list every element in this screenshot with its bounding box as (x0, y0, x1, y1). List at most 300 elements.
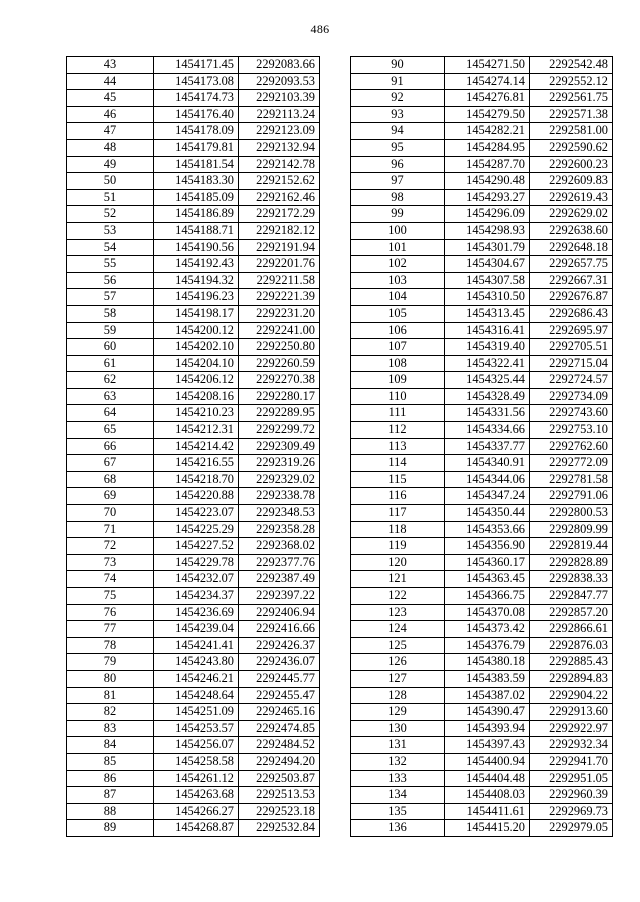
table-row (351, 90, 613, 107)
table-row (67, 222, 320, 239)
table-row (351, 588, 613, 605)
point-number-cell: 76 (67, 604, 154, 621)
x-coordinate-cell: 1454227.52 (154, 538, 239, 555)
table-row (351, 753, 613, 770)
point-number-cell: 74 (67, 571, 154, 588)
point-number-cell: 75 (67, 588, 154, 605)
table-row (351, 687, 613, 704)
x-coordinate-cell: 1454246.21 (154, 670, 239, 687)
x-coordinate-cell: 1454185.09 (154, 189, 239, 206)
table-row (67, 687, 320, 704)
x-coordinate-cell: 1454370.08 (445, 604, 530, 621)
y-coordinate-cell: 2292619.43 (530, 189, 613, 206)
y-coordinate-cell: 2292762.60 (530, 438, 613, 455)
y-coordinate-cell: 2292876.03 (530, 637, 613, 654)
point-number-cell: 124 (351, 621, 445, 638)
x-coordinate-cell: 1454171.45 (154, 57, 239, 74)
point-number-cell: 94 (351, 123, 445, 140)
x-coordinate-cell: 1454360.17 (445, 554, 530, 571)
y-coordinate-cell: 2292904.22 (530, 687, 613, 704)
table-row (351, 554, 613, 571)
x-coordinate-cell: 1454350.44 (445, 505, 530, 522)
x-coordinate-cell: 1454178.09 (154, 123, 239, 140)
table-row (67, 322, 320, 339)
x-coordinate-cell: 1454313.45 (445, 305, 530, 322)
x-coordinate-cell: 1454293.27 (445, 189, 530, 206)
point-number-cell: 109 (351, 372, 445, 389)
y-coordinate-cell: 2292436.07 (239, 654, 320, 671)
x-coordinate-cell: 1454248.64 (154, 687, 239, 704)
table-row (67, 820, 320, 837)
y-coordinate-cell: 2292800.53 (530, 505, 613, 522)
table-row (67, 106, 320, 123)
x-coordinate-cell: 1454268.87 (154, 820, 239, 837)
point-number-cell: 58 (67, 305, 154, 322)
y-coordinate-cell: 2292542.48 (530, 57, 613, 74)
y-coordinate-cell: 2292581.00 (530, 123, 613, 140)
y-coordinate-cell: 2292329.02 (239, 471, 320, 488)
x-coordinate-cell: 1454188.71 (154, 222, 239, 239)
table-row (351, 820, 613, 837)
table-row (67, 621, 320, 638)
point-number-cell: 77 (67, 621, 154, 638)
point-number-cell: 115 (351, 471, 445, 488)
y-coordinate-cell: 2292979.05 (530, 820, 613, 837)
x-coordinate-cell: 1454301.79 (445, 239, 530, 256)
y-coordinate-cell: 2292667.31 (530, 272, 613, 289)
point-number-cell: 104 (351, 289, 445, 306)
point-number-cell: 133 (351, 770, 445, 787)
point-number-cell: 107 (351, 339, 445, 356)
point-number-cell: 105 (351, 305, 445, 322)
y-coordinate-cell: 2292791.06 (530, 488, 613, 505)
table-row (67, 339, 320, 356)
y-coordinate-cell: 2292676.87 (530, 289, 613, 306)
table-row (67, 139, 320, 156)
x-coordinate-cell: 1454328.49 (445, 388, 530, 405)
point-number-cell: 125 (351, 637, 445, 654)
point-number-cell: 44 (67, 73, 154, 90)
table-row (351, 438, 613, 455)
x-coordinate-cell: 1454261.12 (154, 770, 239, 787)
point-number-cell: 116 (351, 488, 445, 505)
table-row (67, 405, 320, 422)
y-coordinate-cell: 2292609.83 (530, 173, 613, 190)
y-coordinate-cell: 2292724.57 (530, 372, 613, 389)
y-coordinate-cell: 2292260.59 (239, 355, 320, 372)
table-row (67, 604, 320, 621)
point-number-cell: 129 (351, 704, 445, 721)
y-coordinate-cell: 2292387.49 (239, 571, 320, 588)
point-number-cell: 91 (351, 73, 445, 90)
point-number-cell: 65 (67, 422, 154, 439)
table-row (351, 488, 613, 505)
y-coordinate-cell: 2292241.00 (239, 322, 320, 339)
table-row (67, 637, 320, 654)
point-number-cell: 111 (351, 405, 445, 422)
y-coordinate-cell: 2292629.02 (530, 206, 613, 223)
y-coordinate-cell: 2292715.04 (530, 355, 613, 372)
y-coordinate-cell: 2292289.95 (239, 405, 320, 422)
x-coordinate-cell: 1454194.32 (154, 272, 239, 289)
table-row (351, 256, 613, 273)
y-coordinate-cell: 2292857.20 (530, 604, 613, 621)
y-coordinate-cell: 2292358.28 (239, 521, 320, 538)
y-coordinate-cell: 2292819.44 (530, 538, 613, 555)
x-coordinate-cell: 1454376.79 (445, 637, 530, 654)
y-coordinate-cell: 2292348.53 (239, 505, 320, 522)
point-number-cell: 67 (67, 455, 154, 472)
x-coordinate-cell: 1454353.66 (445, 521, 530, 538)
y-coordinate-cell: 2292368.02 (239, 538, 320, 555)
table-row (67, 90, 320, 107)
table-row (351, 289, 613, 306)
y-coordinate-cell: 2292960.39 (530, 787, 613, 804)
table-row (67, 455, 320, 472)
point-number-cell: 96 (351, 156, 445, 173)
point-number-cell: 66 (67, 438, 154, 455)
point-number-cell: 72 (67, 538, 154, 555)
point-number-cell: 131 (351, 737, 445, 754)
y-coordinate-cell: 2292250.80 (239, 339, 320, 356)
table-row (351, 355, 613, 372)
y-coordinate-cell: 2292894.83 (530, 670, 613, 687)
point-number-cell: 86 (67, 770, 154, 787)
x-coordinate-cell: 1454200.12 (154, 322, 239, 339)
x-coordinate-cell: 1454214.42 (154, 438, 239, 455)
x-coordinate-cell: 1454173.08 (154, 73, 239, 90)
x-coordinate-cell: 1454232.07 (154, 571, 239, 588)
x-coordinate-cell: 1454322.41 (445, 355, 530, 372)
x-coordinate-cell: 1454179.81 (154, 139, 239, 156)
point-number-cell: 61 (67, 355, 154, 372)
x-coordinate-cell: 1454241.41 (154, 637, 239, 654)
table-row (351, 73, 613, 90)
table-row (351, 322, 613, 339)
x-coordinate-cell: 1454190.56 (154, 239, 239, 256)
y-coordinate-cell: 2292686.43 (530, 305, 613, 322)
y-coordinate-cell: 2292093.53 (239, 73, 320, 90)
y-coordinate-cell: 2292103.39 (239, 90, 320, 107)
point-number-cell: 123 (351, 604, 445, 621)
table-row (67, 256, 320, 273)
point-number-cell: 68 (67, 471, 154, 488)
x-coordinate-cell: 1454383.59 (445, 670, 530, 687)
point-number-cell: 80 (67, 670, 154, 687)
table-row (351, 388, 613, 405)
y-coordinate-cell: 2292734.09 (530, 388, 613, 405)
table-row (67, 753, 320, 770)
table-row (351, 471, 613, 488)
x-coordinate-cell: 1454229.78 (154, 554, 239, 571)
x-coordinate-cell: 1454390.47 (445, 704, 530, 721)
x-coordinate-cell: 1454239.04 (154, 621, 239, 638)
table-row (67, 239, 320, 256)
table-row (67, 422, 320, 439)
table-row (351, 621, 613, 638)
point-number-cell: 84 (67, 737, 154, 754)
y-coordinate-cell: 2292445.77 (239, 670, 320, 687)
x-coordinate-cell: 1454236.69 (154, 604, 239, 621)
table-row (351, 670, 613, 687)
x-coordinate-cell: 1454208.16 (154, 388, 239, 405)
y-coordinate-cell: 2292406.94 (239, 604, 320, 621)
y-coordinate-cell: 2292561.75 (530, 90, 613, 107)
y-coordinate-cell: 2292494.20 (239, 753, 320, 770)
point-number-cell: 50 (67, 173, 154, 190)
point-number-cell: 83 (67, 720, 154, 737)
point-number-cell: 59 (67, 322, 154, 339)
y-coordinate-cell: 2292828.89 (530, 554, 613, 571)
point-number-cell: 117 (351, 505, 445, 522)
x-coordinate-cell: 1454411.61 (445, 803, 530, 820)
y-coordinate-cell: 2292182.12 (239, 222, 320, 239)
y-coordinate-cell: 2292885.43 (530, 654, 613, 671)
point-number-cell: 89 (67, 820, 154, 837)
x-coordinate-cell: 1454337.77 (445, 438, 530, 455)
y-coordinate-cell: 2292638.60 (530, 222, 613, 239)
y-coordinate-cell: 2292152.62 (239, 173, 320, 190)
y-coordinate-cell: 2292309.49 (239, 438, 320, 455)
point-number-cell: 120 (351, 554, 445, 571)
x-coordinate-cell: 1454290.48 (445, 173, 530, 190)
table-row (351, 272, 613, 289)
table-row (67, 737, 320, 754)
table-row (67, 355, 320, 372)
point-number-cell: 130 (351, 720, 445, 737)
y-coordinate-cell: 2292377.76 (239, 554, 320, 571)
x-coordinate-cell: 1454400.94 (445, 753, 530, 770)
table-row (351, 637, 613, 654)
point-number-cell: 45 (67, 90, 154, 107)
point-number-cell: 112 (351, 422, 445, 439)
x-coordinate-cell: 1454404.48 (445, 770, 530, 787)
table-row (67, 588, 320, 605)
x-coordinate-cell: 1454387.02 (445, 687, 530, 704)
point-number-cell: 52 (67, 206, 154, 223)
x-coordinate-cell: 1454274.14 (445, 73, 530, 90)
table-row (67, 704, 320, 721)
y-coordinate-cell: 2292465.16 (239, 704, 320, 721)
table-row (351, 521, 613, 538)
table-row (67, 770, 320, 787)
table-row (351, 604, 613, 621)
x-coordinate-cell: 1454393.94 (445, 720, 530, 737)
point-number-cell: 132 (351, 753, 445, 770)
table-row (351, 239, 613, 256)
table-row (67, 787, 320, 804)
table-row (351, 505, 613, 522)
point-number-cell: 92 (351, 90, 445, 107)
point-number-cell: 121 (351, 571, 445, 588)
point-number-cell: 134 (351, 787, 445, 804)
point-number-cell: 55 (67, 256, 154, 273)
x-coordinate-cell: 1454258.58 (154, 753, 239, 770)
table-row (67, 803, 320, 820)
table-row (351, 339, 613, 356)
x-coordinate-cell: 1454344.06 (445, 471, 530, 488)
table-row (67, 505, 320, 522)
point-number-cell: 60 (67, 339, 154, 356)
y-coordinate-cell: 2292932.34 (530, 737, 613, 754)
y-coordinate-cell: 2292951.05 (530, 770, 613, 787)
y-coordinate-cell: 2292523.18 (239, 803, 320, 820)
y-coordinate-cell: 2292753.10 (530, 422, 613, 439)
y-coordinate-cell: 2292809.99 (530, 521, 613, 538)
y-coordinate-cell: 2292705.51 (530, 339, 613, 356)
point-number-cell: 49 (67, 156, 154, 173)
table-row (67, 206, 320, 223)
x-coordinate-cell: 1454192.43 (154, 256, 239, 273)
y-coordinate-cell: 2292172.29 (239, 206, 320, 223)
x-coordinate-cell: 1454316.41 (445, 322, 530, 339)
table-row (351, 720, 613, 737)
y-coordinate-cell: 2292571.38 (530, 106, 613, 123)
x-coordinate-cell: 1454276.81 (445, 90, 530, 107)
y-coordinate-cell: 2292484.52 (239, 737, 320, 754)
point-number-cell: 101 (351, 239, 445, 256)
point-number-cell: 95 (351, 139, 445, 156)
x-coordinate-cell: 1454325.44 (445, 372, 530, 389)
x-coordinate-cell: 1454202.10 (154, 339, 239, 356)
point-number-cell: 70 (67, 505, 154, 522)
x-coordinate-cell: 1454220.88 (154, 488, 239, 505)
y-coordinate-cell: 2292299.72 (239, 422, 320, 439)
table-row (351, 106, 613, 123)
table-row (67, 305, 320, 322)
x-coordinate-cell: 1454380.18 (445, 654, 530, 671)
point-number-cell: 113 (351, 438, 445, 455)
point-number-cell: 71 (67, 521, 154, 538)
point-number-cell: 57 (67, 289, 154, 306)
y-coordinate-cell: 2292231.20 (239, 305, 320, 322)
table-row (67, 289, 320, 306)
y-coordinate-cell: 2292657.75 (530, 256, 613, 273)
x-coordinate-cell: 1454331.56 (445, 405, 530, 422)
table-row (351, 737, 613, 754)
point-number-cell: 114 (351, 455, 445, 472)
table-row (67, 538, 320, 555)
y-coordinate-cell: 2292838.33 (530, 571, 613, 588)
x-coordinate-cell: 1454225.29 (154, 521, 239, 538)
point-number-cell: 46 (67, 106, 154, 123)
x-coordinate-cell: 1454415.20 (445, 820, 530, 837)
table-row (351, 206, 613, 223)
y-coordinate-cell: 2292416.66 (239, 621, 320, 638)
table-row (67, 156, 320, 173)
point-number-cell: 135 (351, 803, 445, 820)
table-row (67, 73, 320, 90)
y-coordinate-cell: 2292913.60 (530, 704, 613, 721)
x-coordinate-cell: 1454363.45 (445, 571, 530, 588)
point-number-cell: 118 (351, 521, 445, 538)
x-coordinate-cell: 1454251.09 (154, 704, 239, 721)
table-row (351, 372, 613, 389)
y-coordinate-cell: 2292455.47 (239, 687, 320, 704)
y-coordinate-cell: 2292132.94 (239, 139, 320, 156)
table-row (67, 471, 320, 488)
y-coordinate-cell: 2292532.84 (239, 820, 320, 837)
y-coordinate-cell: 2292142.78 (239, 156, 320, 173)
x-coordinate-cell: 1454174.73 (154, 90, 239, 107)
y-coordinate-cell: 2292552.12 (530, 73, 613, 90)
point-number-cell: 62 (67, 372, 154, 389)
table-row (351, 189, 613, 206)
table-row (351, 787, 613, 804)
y-coordinate-cell: 2292648.18 (530, 239, 613, 256)
x-coordinate-cell: 1454206.12 (154, 372, 239, 389)
x-coordinate-cell: 1454204.10 (154, 355, 239, 372)
x-coordinate-cell: 1454223.07 (154, 505, 239, 522)
table-row (67, 173, 320, 190)
x-coordinate-cell: 1454397.43 (445, 737, 530, 754)
y-coordinate-cell: 2292772.09 (530, 455, 613, 472)
table-row (351, 57, 613, 74)
table-row (67, 388, 320, 405)
y-coordinate-cell: 2292397.22 (239, 588, 320, 605)
table-row (351, 538, 613, 555)
table-row (351, 305, 613, 322)
point-number-cell: 78 (67, 637, 154, 654)
table-row (351, 704, 613, 721)
point-number-cell: 93 (351, 106, 445, 123)
table-row (67, 554, 320, 571)
y-coordinate-cell: 2292743.60 (530, 405, 613, 422)
point-number-cell: 73 (67, 554, 154, 571)
point-number-cell: 103 (351, 272, 445, 289)
table-row (351, 123, 613, 140)
table-row (67, 654, 320, 671)
x-coordinate-cell: 1454334.66 (445, 422, 530, 439)
table-row (351, 770, 613, 787)
table-row (351, 654, 613, 671)
y-coordinate-cell: 2292969.73 (530, 803, 613, 820)
point-number-cell: 99 (351, 206, 445, 223)
point-number-cell: 88 (67, 803, 154, 820)
table-row (351, 571, 613, 588)
x-coordinate-cell: 1454263.68 (154, 787, 239, 804)
point-number-cell: 85 (67, 753, 154, 770)
x-coordinate-cell: 1454284.95 (445, 139, 530, 156)
x-coordinate-cell: 1454196.23 (154, 289, 239, 306)
y-coordinate-cell: 2292270.38 (239, 372, 320, 389)
point-number-cell: 127 (351, 670, 445, 687)
table-row (67, 438, 320, 455)
point-number-cell: 47 (67, 123, 154, 140)
y-coordinate-cell: 2292941.70 (530, 753, 613, 770)
x-coordinate-cell: 1454210.23 (154, 405, 239, 422)
x-coordinate-cell: 1454181.54 (154, 156, 239, 173)
x-coordinate-cell: 1454347.24 (445, 488, 530, 505)
point-number-cell: 81 (67, 687, 154, 704)
x-coordinate-cell: 1454319.40 (445, 339, 530, 356)
y-coordinate-cell: 2292600.23 (530, 156, 613, 173)
point-number-cell: 119 (351, 538, 445, 555)
x-coordinate-cell: 1454310.50 (445, 289, 530, 306)
point-number-cell: 126 (351, 654, 445, 671)
point-number-cell: 110 (351, 388, 445, 405)
point-number-cell: 98 (351, 189, 445, 206)
point-number-cell: 87 (67, 787, 154, 804)
table-row (351, 455, 613, 472)
y-coordinate-cell: 2292922.97 (530, 720, 613, 737)
x-coordinate-cell: 1454296.09 (445, 206, 530, 223)
point-number-cell: 54 (67, 239, 154, 256)
y-coordinate-cell: 2292211.58 (239, 272, 320, 289)
point-number-cell: 108 (351, 355, 445, 372)
x-coordinate-cell: 1454216.55 (154, 455, 239, 472)
table-row (67, 521, 320, 538)
